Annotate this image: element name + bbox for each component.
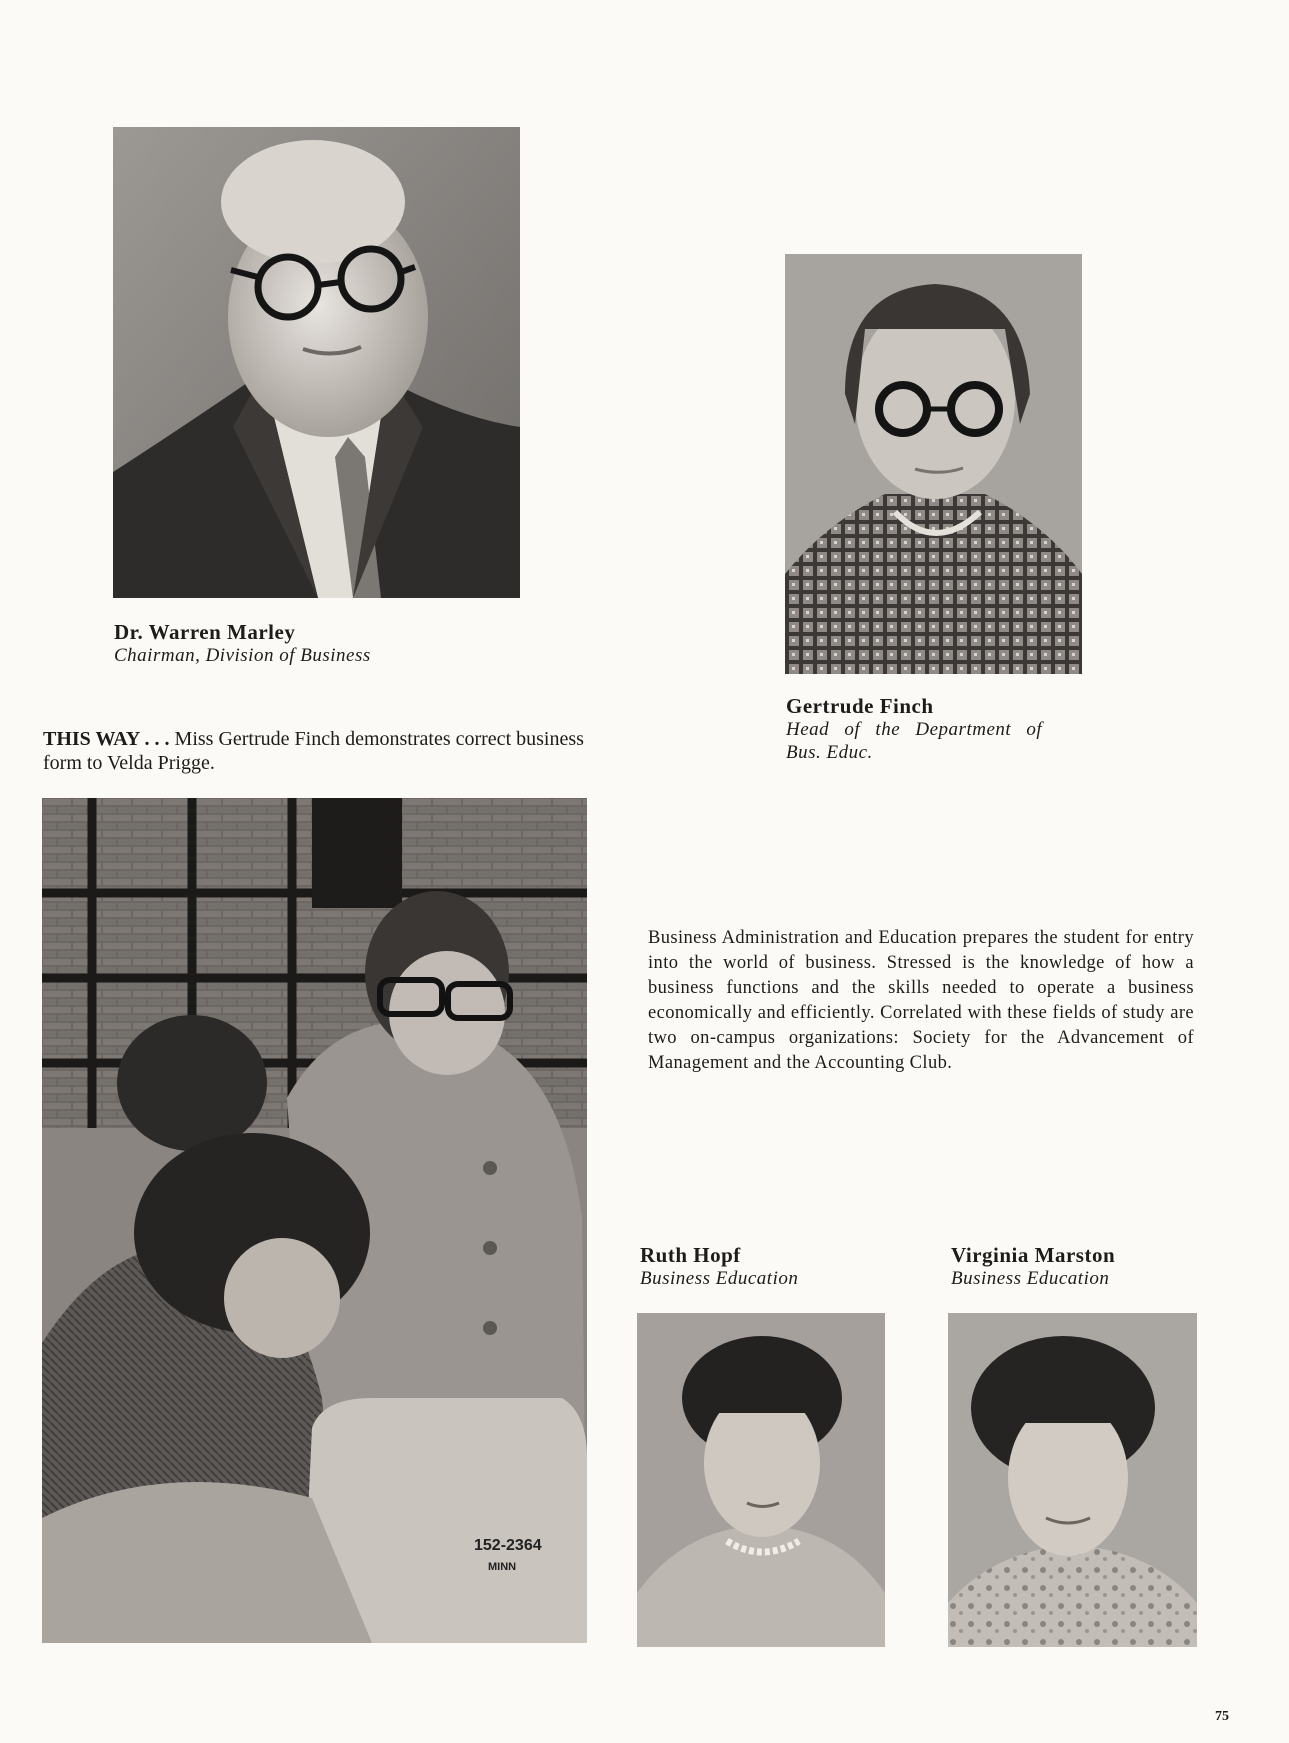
name-virginia-marston: Virginia Marston — [951, 1243, 1116, 1267]
page-number: 75 — [1215, 1709, 1229, 1724]
division-description: Business Administration and Education prepares the student for entry into the world of business. Stressed is the knowledge of how a business functions and the skills needed to operate a business economically and efficiently. Correlated with these fields of study are two on-campus organizations: Society for the Advancement of Management and the Accounting Club. — [648, 928, 1194, 1073]
portrait-virginia-marston-image — [948, 1313, 1197, 1647]
title-gertrude-finch-line2: Bus. Educ. — [786, 741, 873, 763]
portrait-warren-marley-image — [113, 127, 520, 598]
classroom-photo — [42, 798, 587, 1643]
classroom-photo-image — [42, 798, 587, 1643]
portrait-ruth-hopf-image — [637, 1313, 885, 1647]
caption-virginia-marston — [951, 1243, 1115, 1291]
name-warren-marley: Dr. Warren Marley — [114, 620, 296, 644]
portrait-virginia-marston — [948, 1313, 1197, 1647]
caption-gertrude-finch — [786, 694, 1076, 765]
classroom-photo-caption — [43, 727, 588, 775]
name-ruth-hopf: Ruth Hopf — [640, 1243, 741, 1267]
title-virginia-marston: Business Education — [951, 1268, 1110, 1290]
machine-label-line2: MINN — [488, 1561, 517, 1573]
caption-ruth-hopf — [640, 1243, 798, 1291]
portrait-warren-marley — [113, 127, 520, 598]
title-ruth-hopf: Business Education — [640, 1268, 799, 1290]
caption-text: Miss Gertrude Finch demonstrates correct business form to Velda Prigge. — [43, 728, 584, 774]
portrait-gertrude-finch-image — [785, 254, 1082, 674]
title-gertrude-finch-line1: Head of the Department of — [786, 719, 1043, 741]
caption-warren-marley — [114, 620, 371, 668]
title-warren-marley: Chairman, Division of Business — [114, 645, 371, 667]
machine-label-line1: 152-2364 — [474, 1537, 542, 1554]
portrait-gertrude-finch — [785, 254, 1082, 674]
caption-lead-in: THIS WAY . . . — [43, 728, 170, 750]
portrait-ruth-hopf — [637, 1313, 885, 1647]
name-gertrude-finch: Gertrude Finch — [786, 694, 934, 718]
